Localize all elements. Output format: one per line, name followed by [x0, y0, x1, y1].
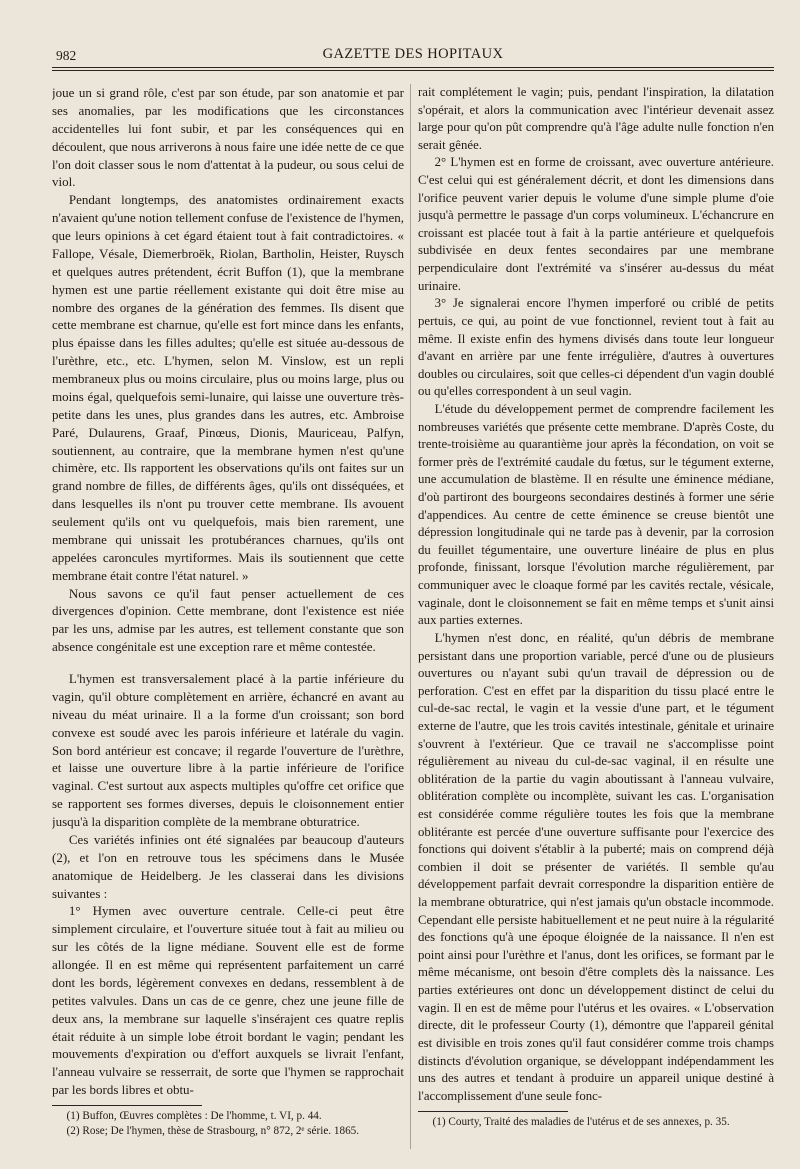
paragraph: 3° Je signalerai encore l'hymen imperforé ou criblé de petits pertuis, ce qui, au point de vue fonctionnel, revient tout à fait au même. Il existe enfin des hymens divisés dans toute leur longueur d'avant en arrière par une fente irrégulière, d'autres à ouvertures doubles ou circulaires, soit que celles-ci dépendent d'un vagin doublé ou qu'elles correspondent à un seul vagin. — [418, 296, 774, 399]
left-column — [52, 84, 404, 1159]
paragraph: Nous savons ce qu'il faut penser actuellement de ces divergences d'opinion. Cette membrane, dont l'existence est niée par les uns, admise par les autres, est tellement constante que son absence congénitale est une exception rare et même contestée. — [52, 585, 404, 655]
paragraph: 2° L'hymen est en forme de croissant, avec ouverture antérieure. C'est celui qui est généralement décrit, et dont les dimensions dans l'orifice peuvent varier depuis le volume d'une simple plume d'oie jusqu'à permettre le passage d'un corps volumineux. L'échancrure en croissant est placée tout à fait à la partie antérieure et quelquefois subdivisée en deux fentes secondaires par une membrane perpendiculaire dont l'extrémité va s'insérer au-dessus du méat urinaire. — [418, 155, 774, 293]
footnote: (1) Courty, Traité des maladies de l'utérus et de ses annexes, p. 35. — [432, 1116, 730, 1129]
footnote-rule — [52, 1105, 202, 1106]
footnote: (1) Buffon, Œuvres complètes : De l'homme, t. VI, p. 44. — [66, 1110, 322, 1122]
footnote-rule — [418, 1111, 568, 1112]
paragraph: 1° Hymen avec ouverture centrale. Celle-ci peut être simplement circulaire, et l'ouverture située tout à fait au milieu ou sur les côtés de la ligne médiane. Souvent elle est de forme allongée. Il en est même qui représentent parfaitement un carré dont les bords, légèrement convexes en dedans, ressemblent à de petites valvules. Dans un cas de ce genre, chez une jeune fille de deux ans, la membrane sur laquelle s'insérajent ces quatre replis était réduite à un simple lobe étroit bordant le vagin; pendant les mouvements d'expiration ou d'effort auxquels se livrait l'enfant, l'anneau vulvaire se resserrait, de sorte que l'hymen se rapprochait par les bords libres et obtu- — [52, 903, 404, 1098]
running-head — [52, 46, 774, 66]
paragraph: L'hymen est transversalement placé à la partie inférieure du vagin, qu'il obture complètement en arrière, échancré en avant au niveau du méat urinaire. Il a la forme d'un croissant; son bord convexe est soudé avec les parois inférieure et latérale du vagin. Son bord antérieur est concave; il regarde l'ouverture de l'urèthre, et laisse une ouverture libre à la partie inférieure de l'orifice vaginal. C'est surtout aux aspects multiples qu'offre cet orifice que se rapportent ses formes diverses, depuis le cloisonnement entier jusqu'à la disparition complète de la membrane obturatrice. — [52, 671, 404, 829]
paragraph: rait complétement le vagin; puis, pendant l'inspiration, la dilatation s'opérait, et alors la communication avec l'intérieur devenait assez large pour qu'on pût comprendre qu'à l'âge adulte nulle fonction n'en serait gênée. — [418, 85, 774, 152]
header-rule-top — [52, 67, 774, 68]
footnote: (2) Rose; De l'hymen, thèse de Strasbourg, n° 872, 2ᵉ série. 1865. — [66, 1124, 360, 1137]
paragraph: Ces variétés infinies ont été signalées par beaucoup d'auteurs (2), et l'on en retrouve tous les spécimens dans le Musée anatomique de Heidelberg. Je les classerai dans les divisions suivantes : — [52, 831, 404, 901]
paragraph: L'hymen n'est donc, en réalité, qu'un débris de membrane persistant dans une proportion variable, percé d'une ou de plusieurs ouvertures ou n'ayant subi qu'un travail de dépression ou de perforation. C'est en effet par la disparition du tissu placé entre le cul-de-sac rectal, le vagin et la vessie d'une part, et le tégument externe de l'autre, que les trois cavités intestinale, génitale et urinaire s'ouvrent à l'extérieur. Que ce travail ne s'accomplisse point régulièrement au niveau du cul-de-sac vaginal, il en résulte une oblitération de la partie du vagin aboutissant à l'anneau vulvaire, oblitération complète ou incomplète, suivant les cas. L'organisation est considérée comme régulière toutes les fois que la membrane oblitérante est percée d'une ouverture suffisante pour l'exercice des fonctions qui doivent s'établir à la puberté; mais on comprend déjà combien il doit se présenter de variétés. Il semble qu'au développement parfait devrait correspondre la disparition entière de la membrane obturatrice, qui n'est jamais qu'un obstacle incommode. Cependant elle persiste habituellement et ne peut nuire à la régularité des fonctions qu'à une époque éloignée de la naissance. Il n'en est point ainsi pour l'urèthre et l'anus, dont les orifices, se formant par le même mécanisme, ont besoin d'être complets dès la naissance. Les parties extérieures ont donc un développement distinct de celui du vagin. Il en est de même pour l'utérus et les ovaires. « L'observation directe, dit le professeur Courty (1), démontre que l'appareil génital est divisible en trois zones qu'il faut considérer comme trois champs distincts d'évolution organique, se développant indépendamment les uns des autres et tendant à produire un appareil unique destiné à l'accomplissement d'une seule fonc- — [418, 630, 774, 1103]
page-number: 982 — [56, 48, 77, 63]
journal-title: GAZETTE DES HOPITAUX — [322, 46, 504, 62]
column-divider — [410, 84, 411, 1149]
right-column — [418, 84, 774, 1159]
paragraph: L'étude du développement permet de comprendre facilement les nombreuses variétés que présente cette membrane. D'après Coste, du trente-troisième au quarantième jour après la fécondation, on voit se former près de l'extrémité caudale du fœtus, sur le tégument externe, une accumulation de blastème. Il en résulte une éminence médiane, d'où partiront des bourgeons secondaires destinés à former une série d'appendices. Au centre de cette éminence se creuse bientôt une dépression longitudinale qui ne tarde pas à devenir, par la corrosion du feuillet tégumentaire, une ouverture linéaire de plus en plus profonde, finissant, lorsque l'évolution marche régulièrement, par communiquer avec le cloaque formé par les cavités rectale, vésicale, vaginale, dont le cloisonnement se fait en même temps et s'unit ainsi aux parties externes. — [418, 401, 774, 628]
paragraph: joue un si grand rôle, c'est par son étude, par son anatomie et par ses anomalies, par les modifications que les circonstances accidentelles lui font subir, et par les conséquences qui en découlent, que nous arriverons à nous faire une idée nette de ce que l'on doit classer sous le nom d'attentat à la pudeur, ou sous celui de viol. — [52, 85, 404, 190]
header-rule-bottom — [52, 70, 774, 71]
paragraph: Pendant longtemps, des anatomistes ordinairement exacts n'avaient qu'une notion tellement confuse de l'existence de l'hymen, que leurs opinions à cet égard étaient tout à fait contradictoires. « Fallope, Vésale, Diemerbroëk, Riolan, Bartholin, Heister, Ruysch et quelques autres prétendent, écrit Buffon (1), que la membrane hymen est une partie réellement existante qui doit être mise au nombre des organes de la génération des femmes. Ils disent que cette membrane est charnue, qu'elle est fort mince dans les enfants, plus épaisse dans les filles adultes; qu'elle est située au-dessous de l'urèthre, etc., etc. L'hymen, selon M. Vinslow, est un repli membraneux plus ou moins circulaire, plus ou moins large, plus ou moins égal, quelquefois semi-lunaire, qui laisse une ouverture très-petite dans les unes, plus grandes dans les autres, etc. Ambroise Paré, Dulaurens, Graaf, Pinœus, Dionis, Mauriceau, Palfyn, soutiennent, au contraire, que la membrane hymen n'est qu'une chimère, etc. Ils rapportent les observations qu'ils ont faites sur un grand nombre de filles, de différents âges, qu'ils ont disséquées, et dans lesquelles ils n'ont pu trouver cette membrane. Ils avouent seulement qu'ils ont vu quelquefois, mais bien rarement, une membrane qui unissait les protubérances charnues, qu'ils ont appelées caroncules myrtiformes. Mais ils soutiennent que cette membrane était contre l'état naturel. » — [52, 192, 404, 583]
